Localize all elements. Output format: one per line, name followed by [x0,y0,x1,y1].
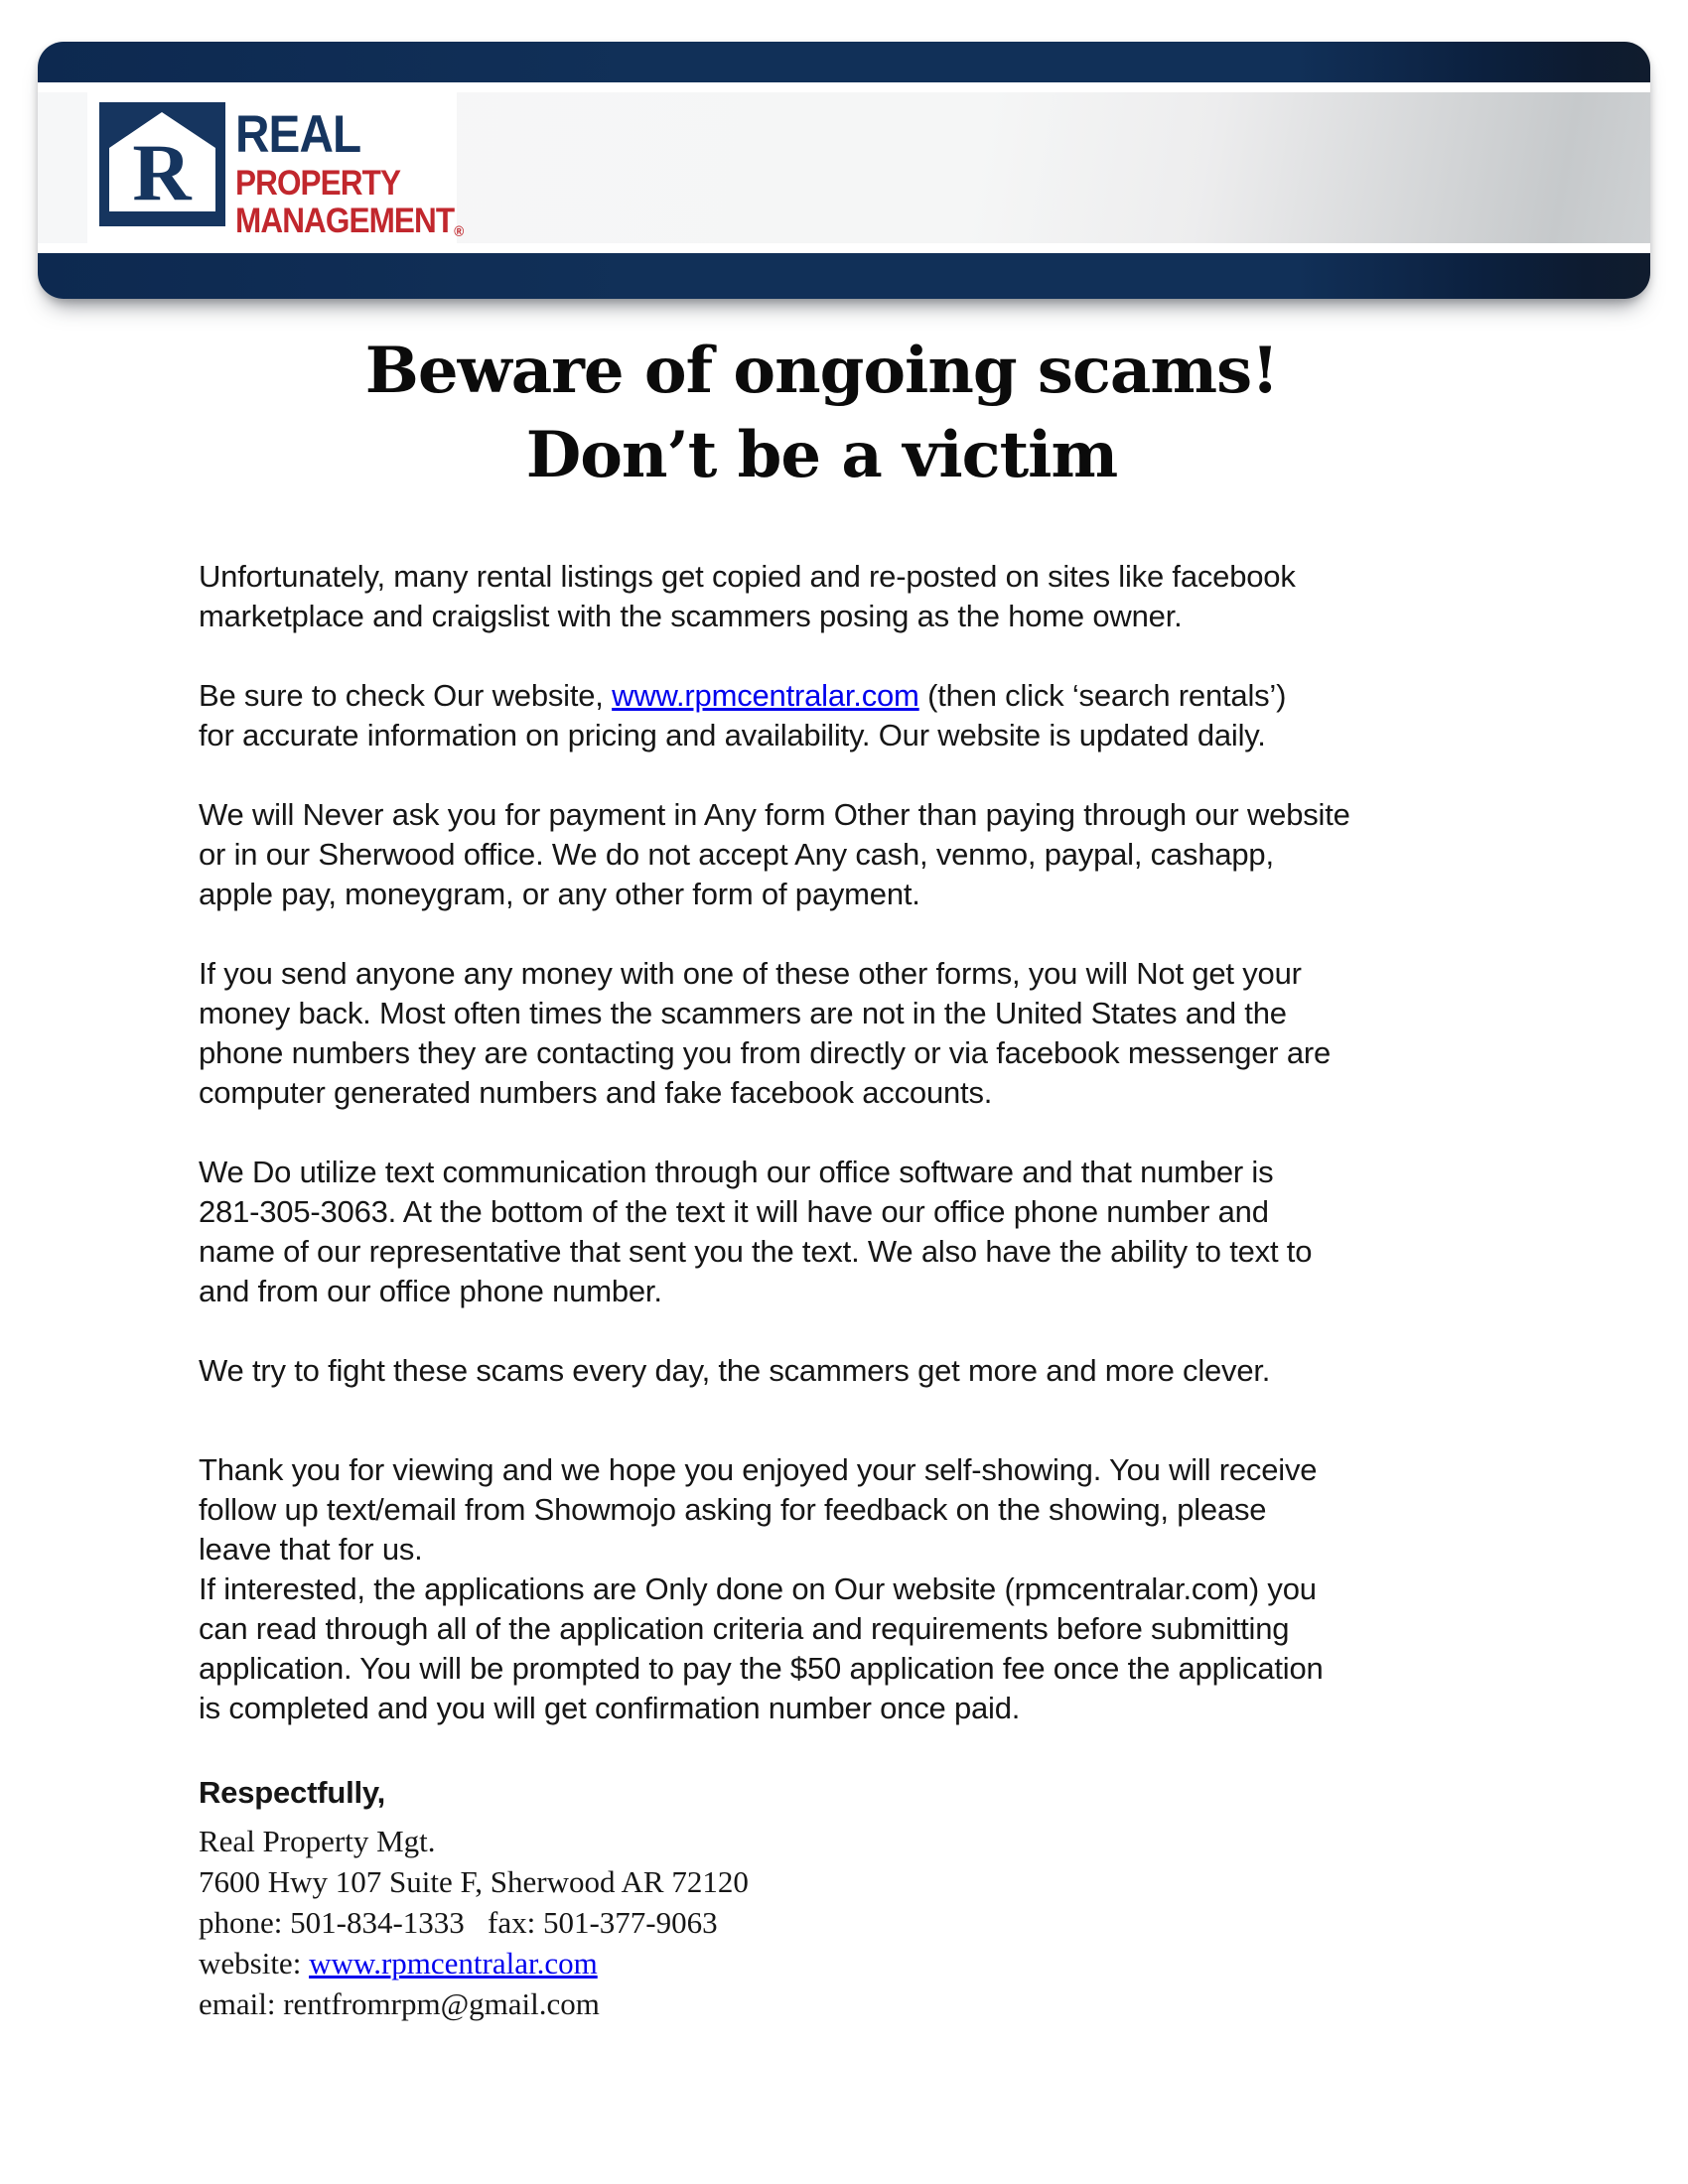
banner-logo-band [38,92,1650,243]
text-line: If you send anyone any money with one of these other forms, you will Not get your [199,956,1302,991]
text-before-link: Be sure to check Our website, [199,678,613,713]
text-line: application. You will be prompted to pay the $50 application fee once the application [199,1651,1324,1686]
title-line-2: Don’t be a victim [525,418,1118,492]
website-label: website: [199,1946,310,1980]
text-line: for accurate information on pricing and availability. Our website is updated daily. [199,718,1266,752]
letter-body [199,557,1445,1728]
paragraph-payment-policy [199,795,1445,914]
text-line: Thank you for viewing and we hope you enjoyed your self-showing. You will receive [199,1452,1318,1487]
text-line: apple pay, moneygram, or any other form of payment. [199,877,920,911]
paragraph-text-communication [199,1153,1445,1311]
banner-white-strip-top [38,82,1650,92]
rpm-logo-text [235,92,465,243]
logo-word-management-text: MANAGEMENT [235,202,455,240]
text-line: or in our Sherwood office. We do not accept Any cash, venmo, paypal, cashapp, [199,837,1274,872]
banner-top-bar [38,42,1650,82]
text-line: 281-305-3063. At the bottom of the text it will have our office phone number and [199,1194,1269,1229]
logo-word-property: PROPERTY [235,164,401,203]
logo-word-real: REAL [235,105,361,164]
text-line: marketplace and craigslist with the scammers posing as the home owner. [199,599,1183,633]
signature-block [199,1773,1445,2024]
paragraph-fight-scams [199,1351,1445,1391]
text-line: money back. Most often times the scammers are not in the United States and the [199,996,1287,1030]
text-line: and from our office phone number. [199,1274,662,1308]
text-after-link: (then click ‘search rentals’) [918,678,1287,713]
text-line: leave that for us. [199,1532,423,1567]
rpm-house-icon [99,101,225,227]
header-banner [38,42,1650,299]
text-line: We try to fight these scams every day, the scammers get more and more clever. [199,1353,1271,1388]
page-title [199,329,1445,497]
signature-closing: Respectfully, [199,1775,386,1810]
signature-website-line [199,1943,1445,1983]
text-line [199,676,1445,716]
letter-content [0,329,1688,2024]
text-line: phone numbers they are contacting you from directly or via facebook messenger are [199,1035,1332,1070]
logo-word-management [235,204,464,238]
text-line: follow up text/email from Showmojo asking for feedback on the showing, please [199,1492,1267,1527]
banner-bottom-bar [38,253,1650,299]
text-line: We will Never ask you for payment in Any form Other than paying through our website [199,797,1350,832]
title-line-1: Beware of ongoing scams! [364,334,1279,408]
text-line: name of our representative that sent you the text. We also have the ability to text to [199,1234,1313,1269]
signature-address: 7600 Hwy 107 Suite F, Sherwood AR 72120 [199,1864,749,1899]
paragraph-check-website [199,676,1445,755]
text-line: can read through all of the application criteria and requirements before submitting [199,1611,1290,1646]
text-line: computer generated numbers and fake facebook accounts. [199,1075,993,1110]
paragraph-listings-copied [199,557,1445,636]
paragraph-money-warning [199,954,1445,1113]
signature-company: Real Property Mgt. [199,1824,436,1858]
website-link-signature[interactable]: www.rpmcentralar.com [309,1946,598,1980]
text-line: We Do utilize text communication through our office software and that number is [199,1155,1274,1189]
text-line: Unfortunately, many rental listings get copied and re-posted on sites like facebook [199,559,1296,594]
svg-text:R: R [132,127,192,217]
signature-phone-fax: phone: 501-834-1333 fax: 501-377-9063 [199,1905,718,1940]
signature-details [199,1821,1445,2024]
banner-white-strip-bottom [38,243,1650,253]
rpm-logo [87,92,465,243]
signature-email-line: email: rentfromrpm@gmail.com [199,1986,600,2021]
text-line: is completed and you will get confirmation number once paid. [199,1691,1021,1725]
paragraph-thank-you-application [199,1450,1445,1728]
registered-trademark-icon: ® [454,223,465,240]
text-line: If interested, the applications are Only done on Our website (rpmcentralar.com) you [199,1571,1317,1606]
website-link-inline[interactable]: www.rpmcentralar.com [612,678,919,713]
